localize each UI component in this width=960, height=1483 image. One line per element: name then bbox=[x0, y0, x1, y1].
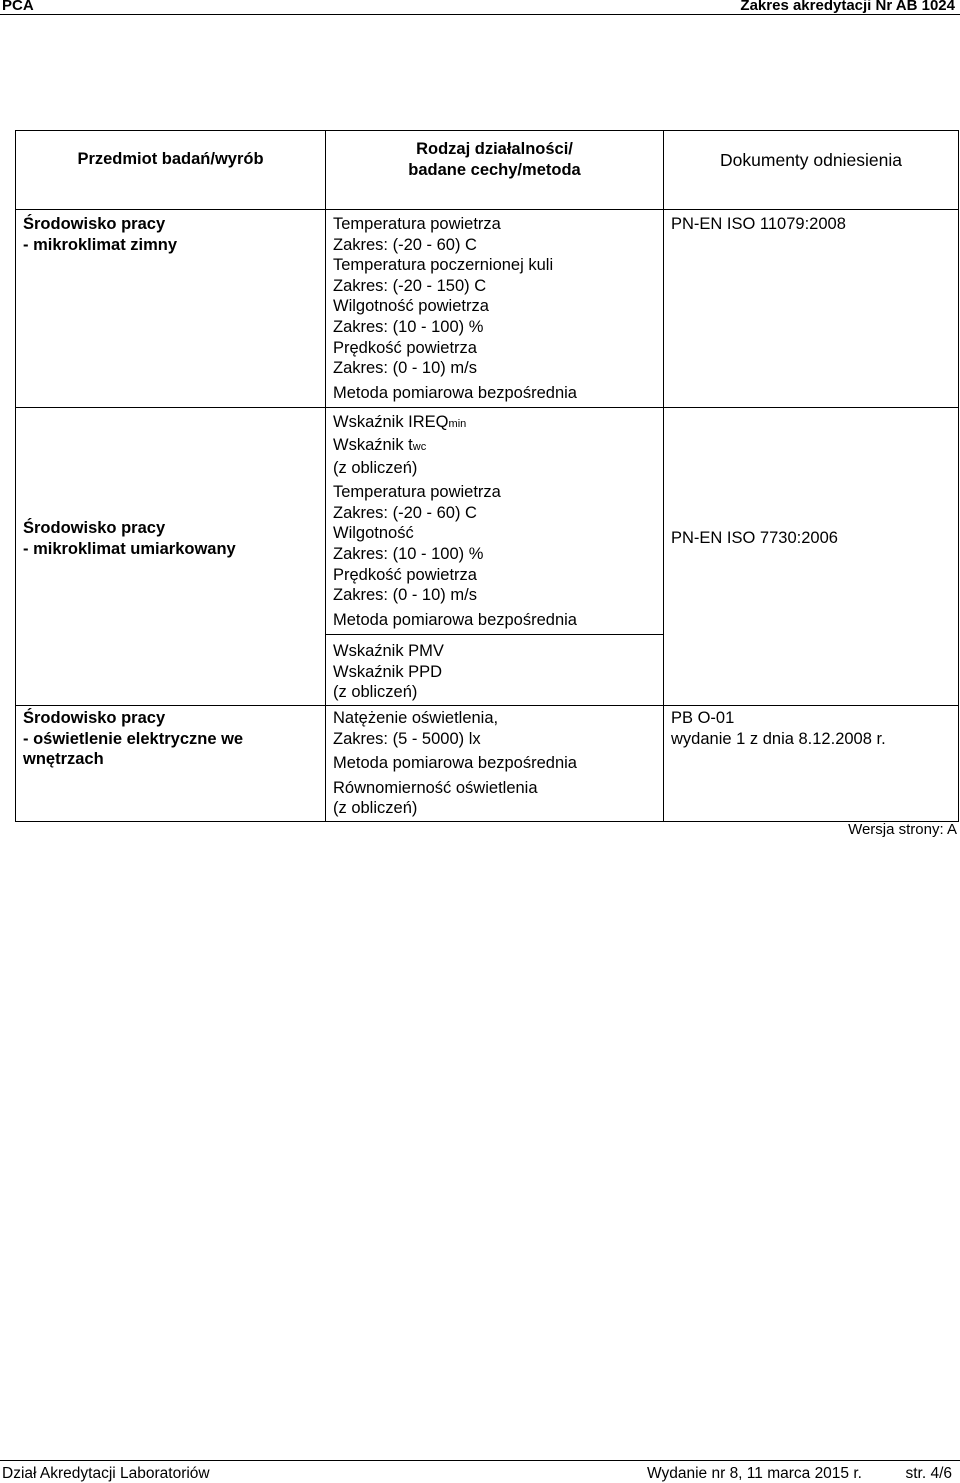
activity-line: Zakres: (5 - 5000) lx bbox=[333, 729, 481, 748]
activity-line: Zakres: (10 - 100) % bbox=[333, 544, 484, 563]
header-org: PCA bbox=[2, 0, 34, 14]
activity-line: Natężenie oświetlenia, bbox=[333, 709, 499, 728]
activity-line: Zakres: (-20 - 60) C bbox=[333, 235, 477, 254]
subject-cell: Środowisko pracy - mikroklimat zimny bbox=[16, 210, 326, 408]
reference-document: PN-EN ISO 7730:2006 bbox=[671, 529, 838, 548]
table-row bbox=[16, 210, 959, 408]
footer-page-number: str. 4/6 bbox=[905, 1465, 952, 1482]
reference-document: PB O-01 bbox=[671, 709, 735, 728]
index-twc: Wskaźnik twc bbox=[333, 435, 427, 454]
page-version: Wersja strony: A bbox=[848, 821, 957, 838]
index-pmv: Wskaźnik PMV bbox=[333, 642, 444, 661]
header-title: Zakres akredytacji Nr AB 1024 bbox=[740, 0, 955, 14]
calc-note: (z obliczeń) bbox=[333, 458, 418, 477]
activity-line: Temperatura powietrza bbox=[333, 215, 501, 233]
activity-line: Zakres: (0 - 10) m/s bbox=[333, 586, 477, 605]
activity-line: Zakres: (-20 - 150) C bbox=[333, 276, 487, 295]
activity-line: Prędkość powietrza bbox=[333, 565, 477, 584]
activity-line: Temperatura poczernionej kuli bbox=[333, 256, 554, 275]
method-label: Metoda pomiarowa bezpośrednia bbox=[333, 610, 577, 629]
activity-cell bbox=[326, 408, 664, 635]
activity-cell bbox=[326, 210, 664, 408]
footer-department: Dział Akredytacji Laboratoriów bbox=[2, 1465, 210, 1482]
calc-note: (z obliczeń) bbox=[333, 799, 418, 818]
accreditation-scope-table bbox=[15, 130, 959, 822]
footer-edition: Wydanie nr 8, 11 marca 2015 r. bbox=[647, 1465, 862, 1482]
activity-line: Temperatura powietrza bbox=[333, 483, 501, 502]
table-header-row bbox=[16, 131, 959, 210]
reference-document: PN-EN ISO 11079:2008 bbox=[671, 215, 846, 233]
activity-cell bbox=[326, 635, 664, 706]
activity-line: Zakres: (-20 - 60) C bbox=[333, 503, 477, 522]
reference-document-edition: wydanie 1 z dnia 8.12.2008 r. bbox=[671, 729, 886, 748]
subject-cell: Środowisko pracy - oświetlenie elektryczne we wnętrzach bbox=[16, 706, 326, 822]
index-ireq: Wskaźnik IREQmin bbox=[333, 413, 467, 432]
subject-cell: Środowisko pracy - mikroklimat umiarkowany bbox=[16, 408, 326, 706]
method-label: Metoda pomiarowa bezpośrednia bbox=[333, 383, 577, 402]
activity-line: Wilgotność powietrza bbox=[333, 297, 489, 316]
table-row bbox=[16, 408, 959, 635]
index-ppd: Wskaźnik PPD bbox=[333, 662, 443, 681]
page-header bbox=[0, 0, 960, 15]
activity-line: Zakres: (10 - 100) % bbox=[333, 317, 484, 336]
activity-line: Wilgotność bbox=[333, 524, 414, 543]
uniformity-line: Równomierność oświetlenia bbox=[333, 778, 538, 797]
document-cell bbox=[664, 408, 959, 706]
document-cell bbox=[664, 706, 959, 822]
method-label: Metoda pomiarowa bezpośrednia bbox=[333, 754, 577, 773]
document-cell bbox=[664, 210, 959, 408]
activity-line: Prędkość powietrza bbox=[333, 338, 477, 357]
calc-note: (z obliczeń) bbox=[333, 683, 418, 702]
activity-line: Zakres: (0 - 10) m/s bbox=[333, 359, 477, 378]
header-subject: Przedmiot badań/wyrób bbox=[16, 131, 326, 210]
header-activity: Rodzaj działalności/ badane cechy/metoda bbox=[326, 131, 664, 210]
table-row bbox=[16, 706, 959, 822]
activity-cell bbox=[326, 706, 664, 822]
page-footer bbox=[0, 1460, 960, 1483]
header-documents: Dokumenty odniesienia bbox=[664, 131, 959, 210]
